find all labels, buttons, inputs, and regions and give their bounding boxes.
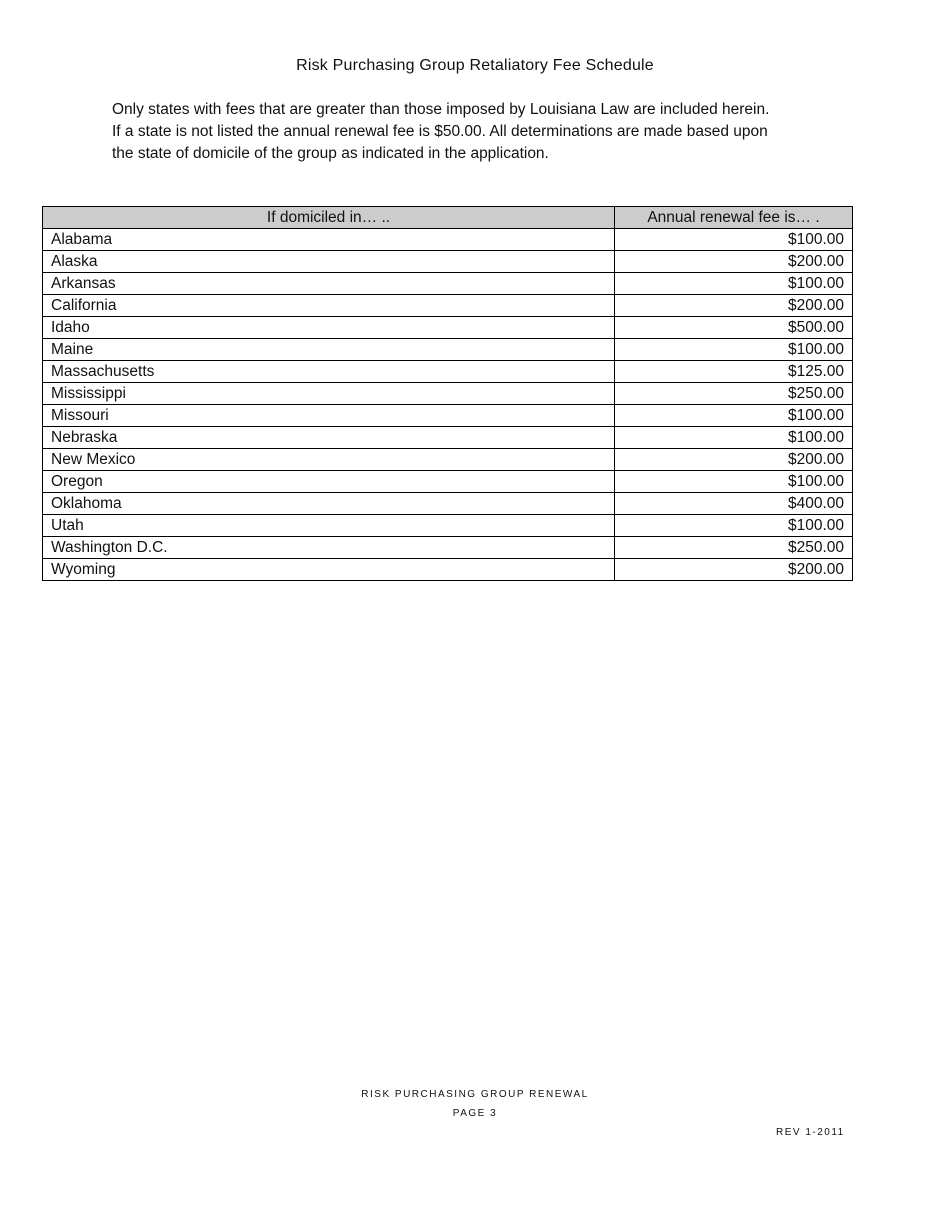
table-row [43,361,853,383]
fee-cell: $400.00 [615,493,853,515]
table-row [43,317,853,339]
table-row [43,515,853,537]
state-cell: Arkansas [43,273,615,295]
state-cell: Wyoming [43,559,615,581]
table-row [43,449,853,471]
table-row [43,405,853,427]
state-cell: New Mexico [43,449,615,471]
header-domicile: If domiciled in… .. [43,207,615,229]
intro-line: Only states with fees that are greater than those imposed by Louisiana Law are included herein. [112,101,770,118]
footer-page-number: PAGE 3 [452,1108,498,1119]
fee-cell: $200.00 [615,559,853,581]
table-row [43,295,853,317]
state-cell: Alaska [43,251,615,273]
fee-cell: $200.00 [615,449,853,471]
fee-cell: $100.00 [615,273,853,295]
footer-title: RISK PURCHASING GROUP RENEWAL [361,1089,589,1100]
fee-cell: $125.00 [615,361,853,383]
fee-cell: $100.00 [615,339,853,361]
state-cell: Washington D.C. [43,537,615,559]
state-cell: California [43,295,615,317]
state-cell: Oregon [43,471,615,493]
state-cell: Maine [43,339,615,361]
intro-line: the state of domicile of the group as indicated in the application. [112,145,549,162]
table-row [43,339,853,361]
state-cell: Massachusetts [43,361,615,383]
fee-cell: $100.00 [615,471,853,493]
state-cell: Oklahoma [43,493,615,515]
fee-cell: $100.00 [615,405,853,427]
intro-paragraph [112,99,852,165]
fee-cell: $200.00 [615,251,853,273]
fee-cell: $200.00 [615,295,853,317]
revision-label: REV 1-2011 [776,1127,845,1138]
fee-schedule-table [42,206,853,581]
table-row [43,493,853,515]
state-cell: Utah [43,515,615,537]
state-cell: Alabama [43,229,615,251]
header-fee: Annual renewal fee is… . [615,207,853,229]
state-cell: Idaho [43,317,615,339]
state-cell: Missouri [43,405,615,427]
fee-cell: $100.00 [615,427,853,449]
fee-cell: $100.00 [615,515,853,537]
fee-cell: $250.00 [615,383,853,405]
fee-cell: $250.00 [615,537,853,559]
table-row [43,383,853,405]
table-row [43,229,853,251]
fee-cell: $500.00 [615,317,853,339]
table-row [43,537,853,559]
document-title: Risk Purchasing Group Retaliatory Fee Schedule [296,57,654,74]
intro-line: If a state is not listed the annual renewal fee is $50.00. All determinations are made based upon [112,123,768,140]
fee-cell: $100.00 [615,229,853,251]
table-row [43,559,853,581]
state-cell: Mississippi [43,383,615,405]
table-row [43,427,853,449]
table-row [43,273,853,295]
table-row [43,471,853,493]
state-cell: Nebraska [43,427,615,449]
table-row [43,251,853,273]
table-header-row [43,207,853,229]
